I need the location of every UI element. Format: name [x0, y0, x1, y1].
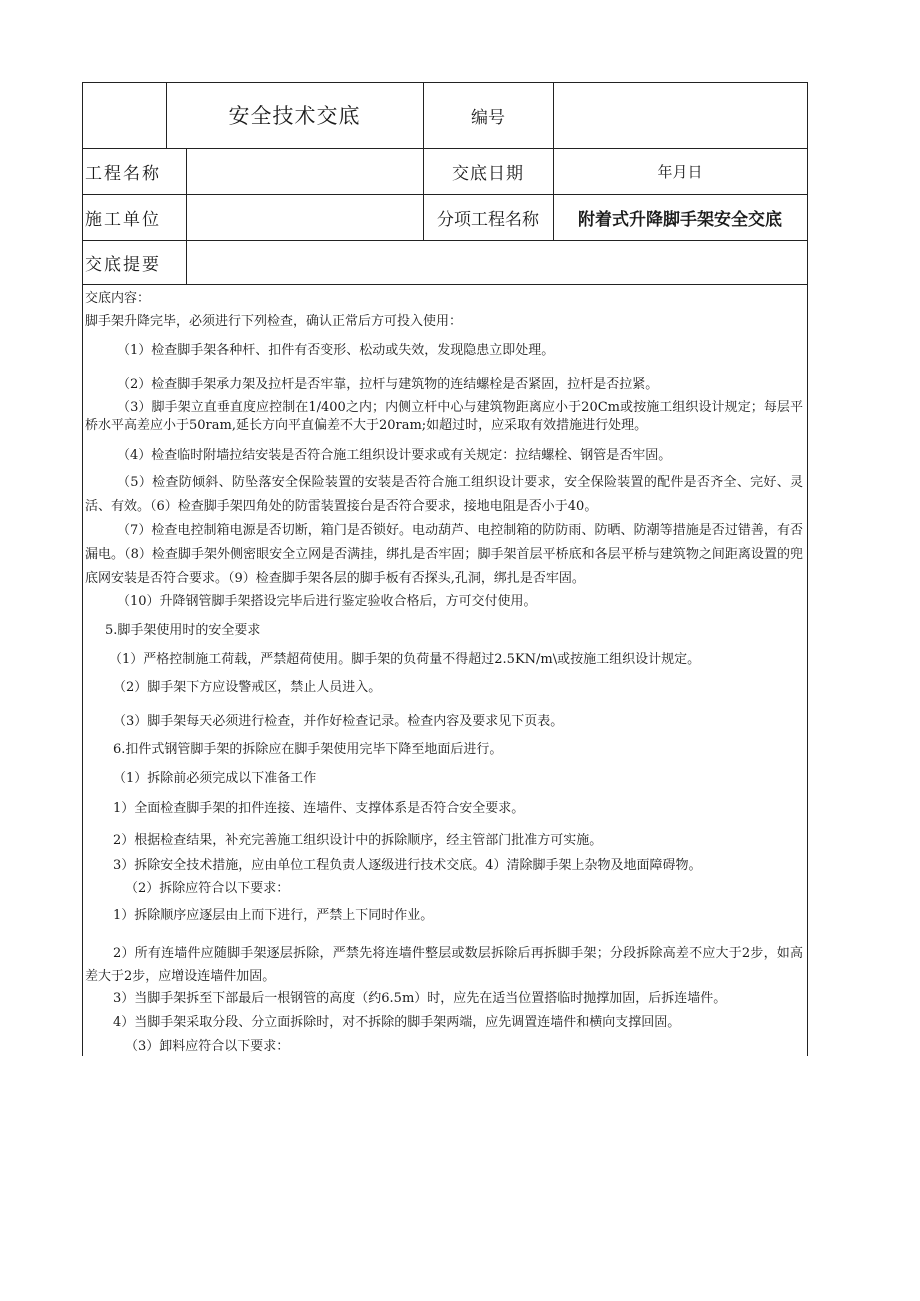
content-heading: 交底内容： [85, 291, 151, 306]
content-line: （2）拆除应符合以下要求： [125, 881, 290, 896]
subproject-label: 分项工程名称 [437, 209, 539, 230]
content-line: （1）严格控制施工荷载，严禁超荷使用。脚手架的负荷量不得超过2.5KN∕m\或按施工组织设计规定。 [109, 652, 701, 667]
unit-label: 施工单位 [85, 209, 161, 230]
content-line: （5）检查防倾斜、防坠落安全保险装置的安装是否符合施工组织设计要求，安全保险装置的配件是否齐全、完好、灵活、有效。（6）检查脚手架四角处的防雷装置接台是否符合要求，接地电阻是否小于40。 [85, 475, 803, 514]
content-line: （10）升降钢管脚手架搭设完毕后进行鉴定验收合格后，方可交付使用。 [117, 594, 537, 609]
content-line: 脚手架升降完毕，必须进行下列检查，确认正常后方可投入使用： [85, 314, 463, 329]
date-value: 年月日 [657, 162, 703, 181]
content-line: 1）全面检查脚手架的扣件连接、连墙件、支撑体系是否符合安全要求。 [113, 801, 525, 816]
code-value [553, 82, 807, 148]
document-title: 安全技术交底 [228, 104, 361, 128]
section-heading: 5.脚手架使用时的安全要求 [105, 623, 261, 638]
project-name-value [186, 148, 423, 194]
date-label: 交底日期 [452, 163, 524, 184]
section-heading: 6.扣件式钢管脚手架的拆除应在脚手架使用完毕下降至地面后进行。 [113, 742, 503, 757]
content-line: （4）检查临时附墙拉结安装是否符合施工组织设计要求或有关规定：拉结螺栓、钢管是否牢固。 [117, 448, 672, 463]
content-line: 2）所有连墙件应随脚手架逐层拆除，严禁先将连墙件整层或数层拆除后再拆脚手架；分段拆除高差不应大于2步，如高差大于2步，应增设连墙件加固。 [85, 946, 803, 984]
content-line: 4）当脚手架采取分段、分立面拆除时，对不拆除的脚手架两端，应先调置连墙件和横向支撑回固。 [113, 1015, 681, 1030]
content-line: 3）当脚手架拆至下部最后一根钢管的高度（约6.5m）时，应先在适当位置搭临时抛撑加固，后拆连墙件。 [113, 991, 727, 1006]
content-line: （1）检查脚手架各种杆、扣件有否变形、松动或失效，发现隐患立即处理。 [117, 343, 555, 358]
summary-value [186, 240, 806, 284]
content-line: （2）检查脚手架承力架及拉杆是否牢靠，拉杆与建筑物的连结螺栓是否紧固，拉杆是否拉紧。 [117, 377, 659, 392]
subproject-value: 附着式升降脚手架安全交底 [578, 209, 782, 230]
content-line: （3）脚手架立直垂直度应控制在1/400之内；内侧立杆中心与建筑物距离应小于20Cm或按施工组织设计规定；每层平桥水平高差应小于50ram,延长方向平直偏差不大于20ram;如超过时，应采取有效措施进行处理。 [85, 400, 803, 433]
project-name-label: 工程名称 [85, 163, 161, 184]
content-line: （3）脚手架每天必须进行检查，并作好检查记录。检查内容及要求见下页表。 [113, 714, 564, 729]
code-label: 编号 [471, 107, 505, 128]
content-line: （1）拆除前必须完成以下准备工作 [113, 771, 317, 786]
content-line: （3）卸料应符合以下要求： [125, 1039, 290, 1054]
content-line: 3）拆除安全技术措施，应由单位工程负责人逐级进行技术交底。4）清除脚手架上杂物及地面障碍物。 [113, 858, 702, 873]
content-line: 2）根据检查结果，补充完善施工组织设计中的拆除顺序，经主管部门批准方可实施。 [113, 833, 603, 848]
unit-value [186, 194, 423, 240]
summary-label: 交底提要 [85, 254, 161, 275]
content-line: 1）拆除顺序应逐层由上而下进行，严禁上下同时作业。 [113, 908, 434, 923]
content-line: （2）脚手架下方应设警戒区，禁止人员进入。 [113, 680, 382, 695]
content-line: （7）检查电控制箱电源是否切断，箱门是否锁好。电动葫芦、电控制箱的防防雨、防晒、防潮等措施是否过错善，有否漏电。（8）检查脚手架外侧密眼安全立网是否满挂，绑扎是否牢固；脚手架首层平桥底和各层平桥与建筑物之间距离设置的兜底网安装是否符合要求。（9）检查脚手架各层的脚手板有否探头,孔洞，绑扎是否牢固。 [85, 523, 803, 586]
